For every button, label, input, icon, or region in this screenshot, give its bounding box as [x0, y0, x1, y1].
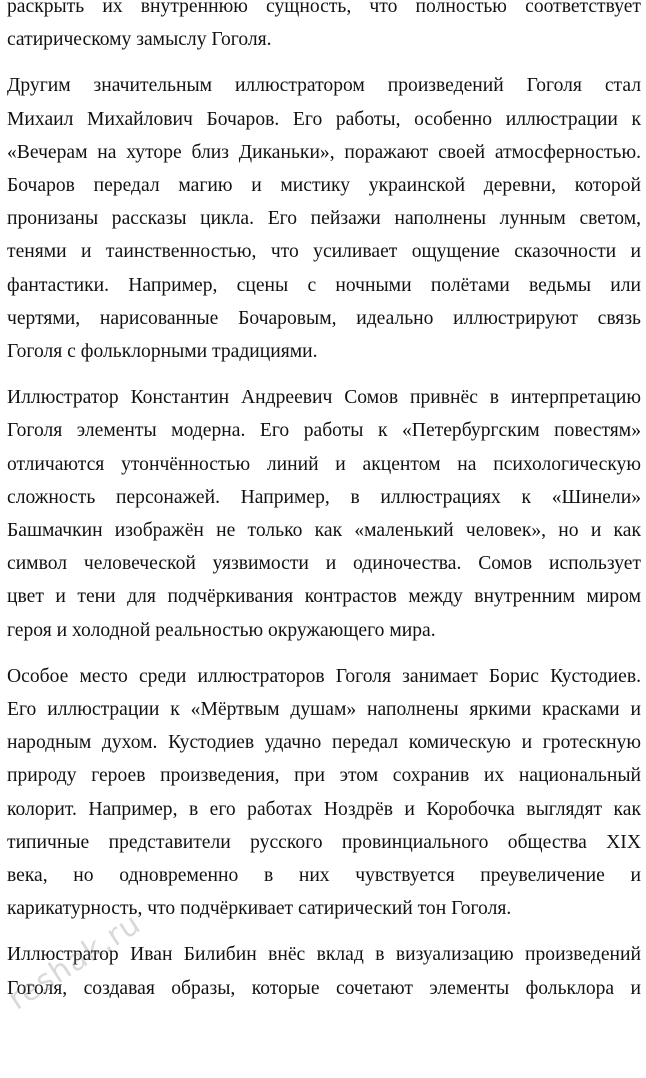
text-line: раскрыть их внутреннюю сущность, что полностью соответствует — [7, 0, 641, 17]
text-line: пронизаны рассказы цикла. Его пейзажи наполнены лунным светом, — [7, 208, 641, 230]
paragraph-4 — [7, 660, 641, 926]
text-line: Башмачкин изображён не только как «маленький человек», но и как — [7, 520, 641, 542]
text-line: героя и холодной реальностью окружающего мира. — [7, 619, 436, 641]
text-line: фантастики. Например, сцены с ночными полётами ведьмы или — [7, 274, 641, 296]
text-line: Иллюстратор Константин Андреевич Сомов привнёс в интерпретацию — [7, 387, 641, 409]
text-line: Гоголя, создавая образы, которые сочетают элементы фольклора и — [7, 977, 641, 999]
text-line: сложность персонажей. Например, в иллюстрациях к «Шинели» — [7, 486, 641, 508]
text-line: типичные представители русского провинциального общества XIX — [7, 831, 641, 853]
text-line: Михаил Михайлович Бочаров. Его работы, особенно иллюстрации к — [7, 108, 641, 130]
text-line: сатирическому замыслу Гоголя. — [7, 29, 272, 51]
watermark: reshak.ru — [2, 906, 148, 1018]
text-line: народным духом. Кустодиев удачно передал комическую и гротескную — [7, 732, 641, 754]
text-line: отличаются утончённостью линий и акцентом на психологическую — [7, 453, 641, 475]
text-line: символ человеческой уязвимости и одиночества. Сомов использует — [7, 553, 641, 575]
text-line: Другим значительным иллюстратором произведений Гоголя стал — [7, 75, 641, 97]
text-line: карикатурность, что подчёркивает сатирический тон Гоголя. — [7, 898, 512, 920]
text-line: века, но одновременно в них чувствуется преувеличение и — [7, 865, 641, 887]
paragraph-2 — [7, 69, 641, 368]
text-line: Его иллюстрации к «Мёртвым душам» наполнены яркими красками и — [7, 699, 641, 721]
text-line: Особое место среди иллюстраторов Гоголя занимает Борис Кустодиев. — [7, 665, 641, 687]
paragraph-3 — [7, 381, 641, 647]
text-line: Бочаров передал магию и мистику украинской деревни, которой — [7, 175, 641, 197]
text-line: Гоголя с фольклорными традициями. — [7, 341, 318, 363]
text-line: Гоголя элементы модерна. Его работы к «Петербургским повестям» — [7, 420, 641, 442]
text-line: цвет и тени для подчёркивания контрастов между внутренним миром — [7, 586, 641, 608]
paragraph-5 — [7, 938, 641, 1004]
paragraph-1 — [7, 0, 641, 56]
text-line: тенями и таинственностью, что усиливает ощущение сказочности и — [7, 241, 641, 263]
text-line: природу героев произведения, при этом сохранив их национальный — [7, 765, 641, 787]
text-line: чертями, нарисованные Бочаровым, идеально иллюстрируют связь — [7, 307, 641, 329]
text-line: колорит. Например, в его работах Ноздрёв и Коробочка выглядят как — [7, 798, 641, 820]
text-line: Иллюстратор Иван Билибин внёс вклад в визуализацию произведений — [7, 944, 641, 966]
document-page — [7, 0, 641, 1018]
text-line: «Вечерам на хуторе близ Диканьки», поражают своей атмосферностью. — [7, 141, 641, 163]
